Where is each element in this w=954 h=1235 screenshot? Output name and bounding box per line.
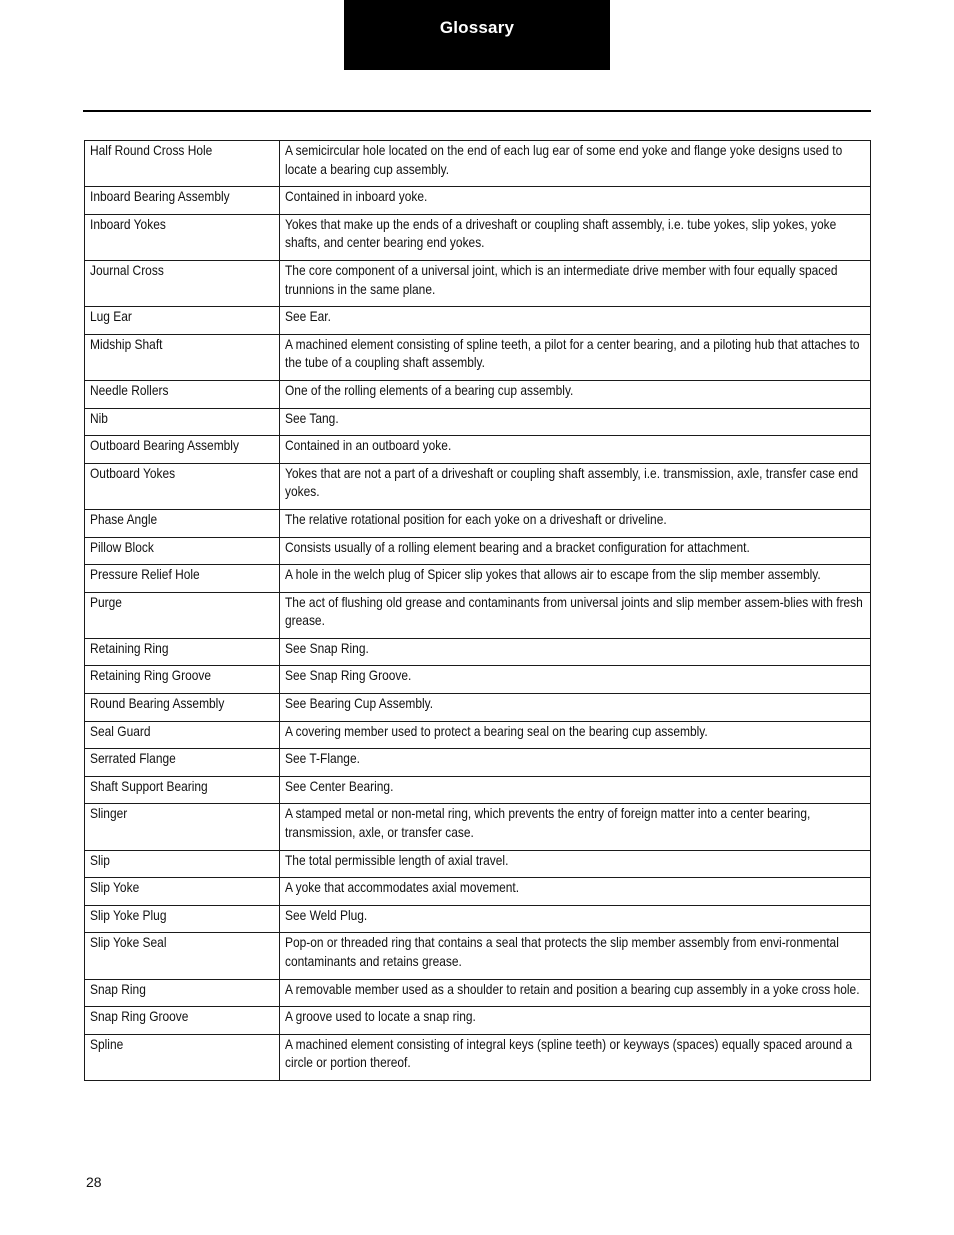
glossary-term-cell <box>85 214 280 260</box>
glossary-row <box>85 905 871 933</box>
glossary-definition: A yoke that accommodates axial movement. <box>285 880 520 896</box>
glossary-definition-cell <box>280 436 871 464</box>
glossary-term-cell <box>85 537 280 565</box>
glossary-definition-cell <box>280 776 871 804</box>
glossary-definition-cell <box>280 638 871 666</box>
glossary-definition-cell <box>280 408 871 436</box>
glossary-term: Half Round Cross Hole <box>90 143 213 158</box>
glossary-term: Lug Ear <box>90 309 132 325</box>
glossary-term-cell <box>85 905 280 933</box>
glossary-term-cell <box>85 850 280 878</box>
glossary-term: Slip <box>90 852 110 868</box>
glossary-definition-cell <box>280 537 871 565</box>
glossary-term: Seal Guard <box>90 723 151 739</box>
glossary-row <box>85 804 871 850</box>
glossary-row <box>85 436 871 464</box>
glossary-row <box>85 776 871 804</box>
glossary-definition: Consists usually of a rolling element bearing and a bracket configuration for attachment. <box>285 539 750 555</box>
section-title: Glossary <box>439 18 515 37</box>
glossary-term: Phase Angle <box>90 511 158 527</box>
glossary-term: Shaft Support Bearing <box>90 778 208 794</box>
glossary-term-cell <box>85 334 280 380</box>
glossary-term: Inboard Bearing Assembly <box>90 189 230 205</box>
glossary-row <box>85 187 871 215</box>
glossary-definition-cell <box>280 666 871 694</box>
glossary-row <box>85 933 871 979</box>
glossary-row <box>85 537 871 565</box>
glossary-definition-cell <box>280 694 871 722</box>
glossary-term: Spline <box>90 1036 124 1052</box>
glossary-definition: Yokes that make up the ends of a driveshaft or coupling shaft assembly, i.e. tube yokes, slip yokes, yoke shafts, and center bearing end yokes. <box>285 216 837 251</box>
glossary-term: Snap Ring Groove <box>90 1009 189 1025</box>
glossary-row <box>85 694 871 722</box>
glossary-term: Slinger <box>90 806 128 822</box>
glossary-definition: See Snap Ring. <box>285 640 369 656</box>
glossary-row <box>85 979 871 1007</box>
glossary-definition: One of the rolling elements of a bearing cup assembly. <box>285 382 574 398</box>
glossary-term: Round Bearing Assembly <box>90 696 225 712</box>
glossary-definition: See Tang. <box>285 410 339 426</box>
page-number: 28 <box>86 1174 102 1190</box>
glossary-definition-cell <box>280 334 871 380</box>
glossary-term: Outboard Bearing Assembly <box>90 438 239 454</box>
glossary-row <box>85 214 871 260</box>
glossary-term-cell <box>85 1034 280 1080</box>
glossary-term: Slip Yoke Seal <box>90 935 167 951</box>
glossary-term: Snap Ring <box>90 981 146 997</box>
glossary-definition-cell <box>280 850 871 878</box>
glossary-term-cell <box>85 694 280 722</box>
glossary-definition: A stamped metal or non-metal ring, which prevents the entry of foreign matter into a center bearing, transmission, axle, or transfer case. <box>285 806 811 841</box>
glossary-row <box>85 565 871 593</box>
glossary-row <box>85 749 871 777</box>
glossary-definition: A groove used to locate a snap ring. <box>285 1009 476 1025</box>
glossary-definition: A covering member used to protect a bearing seal on the bearing cup assembly. <box>285 723 708 739</box>
glossary-term: Slip Yoke Plug <box>90 907 167 923</box>
glossary-definition: A hole in the welch plug of Spicer slip yokes that allows air to escape from the slip member assembly. <box>285 567 821 583</box>
glossary-term-cell <box>85 776 280 804</box>
glossary-body <box>85 141 871 1081</box>
glossary-definition-cell <box>280 1034 871 1080</box>
glossary-definition-cell <box>280 214 871 260</box>
glossary-term-cell <box>85 565 280 593</box>
glossary-term: Outboard Yokes <box>90 465 176 481</box>
glossary-term-cell <box>85 721 280 749</box>
glossary-term-cell <box>85 307 280 335</box>
glossary-term-cell <box>85 436 280 464</box>
glossary-term: Midship Shaft <box>90 336 163 352</box>
glossary-term: Serrated Flange <box>90 751 176 767</box>
glossary-term: Retaining Ring <box>90 640 169 656</box>
glossary-term: Slip Yoke <box>90 880 140 896</box>
glossary-definition: Pop-on or threaded ring that contains a seal that protects the slip member assembly from envi-ronmental contaminants and retains grease. <box>285 935 839 969</box>
glossary-definition: See Snap Ring Groove. <box>285 668 412 684</box>
glossary-term-cell <box>85 509 280 537</box>
glossary-term-cell <box>85 408 280 436</box>
glossary-term-cell <box>85 804 280 850</box>
glossary-definition: Contained in inboard yoke. <box>285 189 428 205</box>
glossary-row <box>85 850 871 878</box>
glossary-row <box>85 408 871 436</box>
glossary-table <box>84 140 871 1081</box>
glossary-definition: See Ear. <box>285 309 331 325</box>
glossary-term-cell <box>85 933 280 979</box>
glossary-term: Purge <box>90 594 122 610</box>
glossary-definition-cell <box>280 721 871 749</box>
glossary-row <box>85 380 871 408</box>
glossary-definition-cell <box>280 749 871 777</box>
glossary-row <box>85 1007 871 1035</box>
glossary-definition-cell <box>280 592 871 638</box>
glossary-row <box>85 666 871 694</box>
glossary-definition-cell <box>280 878 871 906</box>
glossary-row <box>85 141 871 187</box>
glossary-definition: The core component of a universal joint, which is an intermediate drive member with four equally spaced trunnions in the same plane. <box>285 262 838 297</box>
glossary-term-cell <box>85 187 280 215</box>
glossary-row <box>85 592 871 638</box>
glossary-definition: The total permissible length of axial travel. <box>285 852 509 868</box>
glossary-definition-cell <box>280 905 871 933</box>
glossary-row <box>85 509 871 537</box>
glossary-row <box>85 307 871 335</box>
glossary-definition-cell <box>280 1007 871 1035</box>
glossary-term-cell <box>85 1007 280 1035</box>
header-divider <box>83 110 871 112</box>
glossary-definition: See Center Bearing. <box>285 778 394 794</box>
glossary-term-cell <box>85 638 280 666</box>
glossary-definition-cell <box>280 933 871 979</box>
glossary-term: Pillow Block <box>90 539 154 555</box>
glossary-definition-cell <box>280 509 871 537</box>
glossary-term-cell <box>85 749 280 777</box>
glossary-definition-cell <box>280 565 871 593</box>
glossary-definition: Yokes that are not a part of a driveshaft or coupling shaft assembly, i.e. transmission, axle, transfer case end yokes. <box>285 465 859 500</box>
glossary-definition-cell <box>280 260 871 306</box>
glossary-definition: See T-Flange. <box>285 751 360 767</box>
glossary-definition: Contained in an outboard yoke. <box>285 438 452 454</box>
glossary-term-cell <box>85 666 280 694</box>
glossary-term-cell <box>85 380 280 408</box>
glossary-row <box>85 334 871 380</box>
glossary-row <box>85 463 871 509</box>
glossary-definition-cell <box>280 380 871 408</box>
glossary-term-cell <box>85 979 280 1007</box>
glossary-term-cell <box>85 878 280 906</box>
glossary-term: Pressure Relief Hole <box>90 567 200 583</box>
glossary-term-cell <box>85 592 280 638</box>
glossary-definition: A machined element consisting of spline teeth, a pilot for a center bearing, and a piloting hub that attaches to the tube of a coupling shaft assembly. <box>285 336 860 371</box>
glossary-term: Inboard Yokes <box>90 216 166 232</box>
glossary-row <box>85 638 871 666</box>
glossary-definition: A removable member used as a shoulder to retain and position a bearing cup assembly in a yoke cross hole. <box>285 981 860 997</box>
glossary-definition: The relative rotational position for each yoke on a driveshaft or driveline. <box>285 511 667 527</box>
glossary-definition: A semicircular hole located on the end of each lug ear of some end yoke and flange yoke designs used to locate a bearing cup assembly. <box>285 143 843 177</box>
glossary-term: Journal Cross <box>90 262 164 278</box>
glossary-row <box>85 721 871 749</box>
glossary-definition-cell <box>280 979 871 1007</box>
glossary-row <box>85 878 871 906</box>
glossary-definition: See Bearing Cup Assembly. <box>285 696 434 712</box>
glossary-term: Nib <box>90 410 108 426</box>
glossary-definition-cell <box>280 804 871 850</box>
glossary-term-cell <box>85 463 280 509</box>
glossary-term-cell <box>85 141 280 187</box>
glossary-definition: A machined element consisting of integral keys (spline teeth) or keyways (spaces) equally spaced around a circle or portion thereof. <box>285 1036 853 1071</box>
glossary-definition-cell <box>280 307 871 335</box>
glossary-definition: The act of flushing old grease and contaminants from universal joints and slip member assem-blies with fresh grease. <box>285 594 863 629</box>
glossary-definition: See Weld Plug. <box>285 907 368 923</box>
glossary-term-cell <box>85 260 280 306</box>
glossary-definition-cell <box>280 187 871 215</box>
glossary-definition-cell <box>280 141 871 187</box>
glossary-term: Retaining Ring Groove <box>90 668 212 684</box>
glossary-row <box>85 260 871 306</box>
section-header-tab <box>344 0 610 70</box>
glossary-row <box>85 1034 871 1080</box>
glossary-term: Needle Rollers <box>90 382 169 398</box>
glossary-definition-cell <box>280 463 871 509</box>
